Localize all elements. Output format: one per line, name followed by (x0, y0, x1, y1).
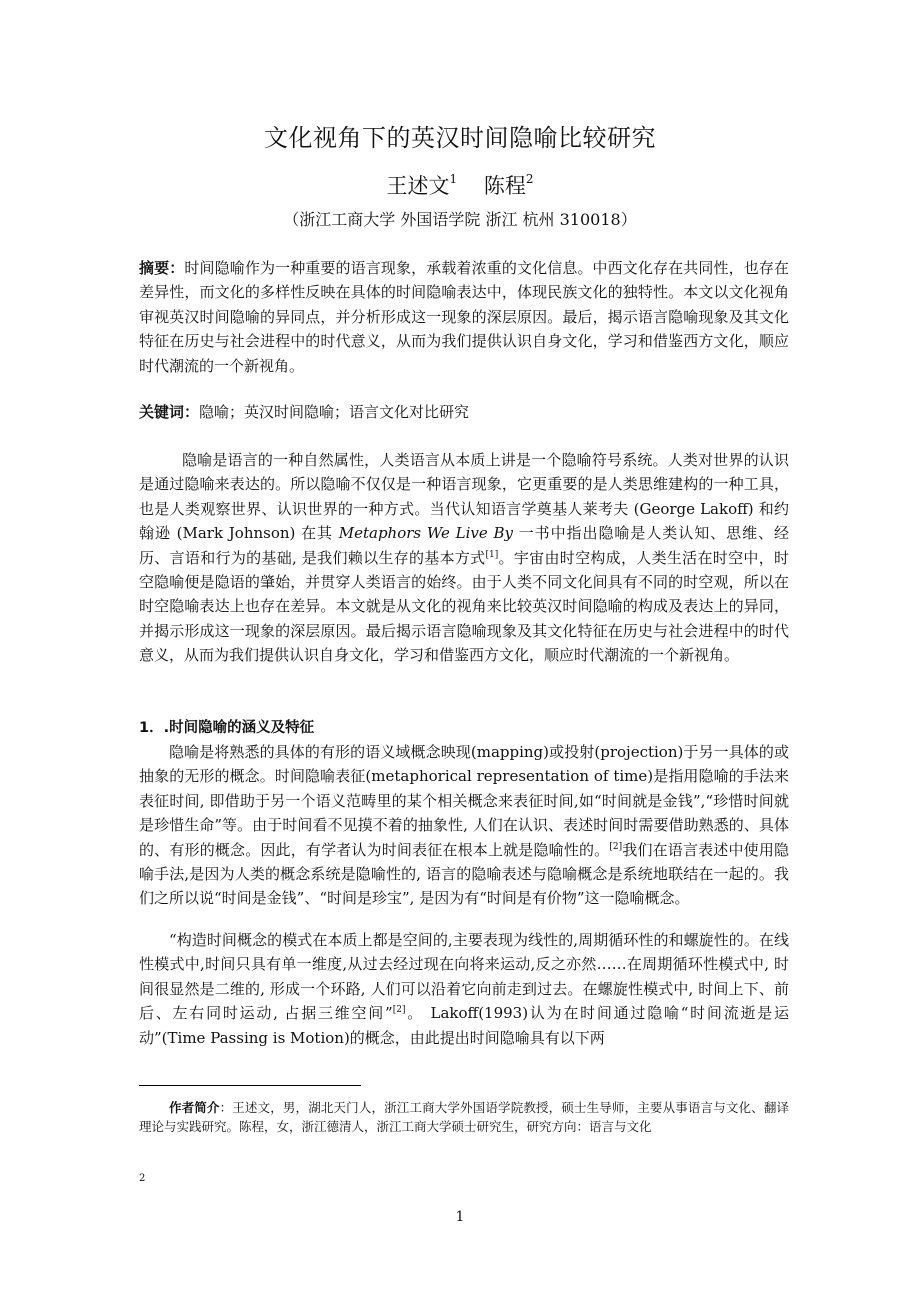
footnote-text: ：王述文，男，湖北天门人，浙江工商大学外国语学院教授，硕士生导师，主要从事语言与文化、翻译理论与实践研究。陈程，女，浙江德清人，浙江工商大学硕士研究生，研究方向：语言与文化 (139, 1100, 789, 1134)
author-footnote (139, 1098, 789, 1136)
author-line (0, 170, 920, 200)
s1p2-text-2: 。 Lakoff(1993)认为在时间通过隐喻“时间流逝是运动”(Time Passing is Motion)的概念，由此提出时间隐喻具有以下两 (139, 1004, 789, 1047)
citation-ref-2a: [2] (609, 841, 623, 852)
abstract-paragraph (139, 256, 789, 378)
abstract-label: 摘要： (139, 259, 185, 277)
s1p2-text-1: “构造时间概念的模式在本质上都是空间的,主要表现为线性的,周期循环性的和螺旋性的。在线性模式中,时间只具有单一维度,从过去经过现在向将来运动,反之亦然……在周期循环性模式中, 时间很显然是二维的, 形成一个环路, 人们可以沿着它向前走到过去。在螺旋性模式中, 时间上下、前后、左右同时运动, 占据三维空间” (139, 931, 789, 1023)
keywords-text: 隐喻；英汉时间隐喻；语言文化对比研究 (199, 403, 470, 421)
paper-title: 文化视角下的英汉时间隐喻比较研究 (264, 124, 656, 152)
citation-ref-2b: [2] (392, 1005, 406, 1016)
section-1-paragraph-1 (139, 740, 789, 911)
book-title: Metaphors We Live By (338, 524, 513, 543)
keywords-label: 关键词： (139, 403, 200, 421)
intro-paragraph (139, 448, 789, 668)
s1p1-text-2: 我们在语言表述中使用隐喻手法,是因为人类的概念系统是隐喻性的, 语言的隐喻表述与隐喻概念是系统地联结在一起的。我们之所以说“时间是金钱”、“时间是珍宝”, 是因为有“时间是有价物”这一隐喻概念。 (139, 840, 789, 908)
abstract-text: 时间隐喻作为一种重要的语言现象，承载着浓重的文化信息。中西文化存在共同性，也存在差异性，而文化的多样性反映在具体的时间隐喻表达中，体现民族文化的独特性。本文以文化视角审视英汉时间隐喻的异同点，并分析形成这一现象的深层原因。最后，揭示语言隐喻现象及其文化特征在历史与社会进程中的时代意义，从而为我们提供认识自身文化，学习和借鉴西方文化，顺应时代潮流的一个新视角。 (139, 259, 789, 375)
author-2-mark: 2 (525, 172, 534, 186)
author-1-mark: 1 (449, 172, 458, 186)
affiliation: （浙江工商大学 外国语学院 浙江 杭州 310018） (283, 210, 637, 229)
page-number: 1 (455, 1209, 465, 1225)
citation-ref-1: [1] (485, 549, 499, 560)
intro-text-2: 一书中指出隐喻是人类认知、思维、经历、言语和行为的基础, 是我们赖以生存的基本方式 (139, 524, 789, 567)
s1p1-text-1: 隐喻是将熟悉的具体的有形的语义域概念映现(mapping)或投射(projection)于另一具体的或抽象的无形的概念。时间隐喻表征(metaphorical representation of time)是指用隐喻的手法来表征时间, 即借助于另一个语义范畴里的某个相关概念来表征时间,如“时间就是金钱”,“珍惜时间就是珍惜生命”等。由于时间看不见摸不着的抽象性, 人们在认识、表述时间时需要借助熟悉的、具体的、有形的概念。因此，有学者认为时间表征在根本上就是隐喻性的。 (139, 743, 789, 859)
footnote-divider (139, 1085, 361, 1086)
footnote-label: 作者简介 (169, 1100, 220, 1115)
intro-text-1: 隐喻是语言的一种自然属性，人类语言从本质上讲是一个隐喻符号系统。人类对世界的认识是通过隐喻来表达的。所以隐喻不仅仅是一种语言现象，它更重要的是人类思维建构的一种工具，也是人类观察世界、认识世界的一种方式。当代认知语言学奠基人莱考夫 (George Lakoff) 和约翰逊 (Mark Johnson) 在其 (139, 451, 789, 543)
author-1-name: 王述文 (386, 174, 450, 198)
section-1-paragraph-2 (139, 928, 789, 1050)
intro-section (139, 448, 789, 668)
intro-text-3: 。宇宙由时空构成，人类生活在时空中，时空隐喻便是隐语的肇始，并贯穿人类语言的始终。由于人类不同文化间具有不同的时空观，所以在时空隐喻表达上也存在差异。本文就是从文化的视角来比较英汉时间隐喻的构成及表达上的异同，并揭示形成这一现象的深层原因。最后揭示语言隐喻现象及其文化特征在历史与社会进程中的时代意义，从而为我们提供认识自身文化，学习和借鉴西方文化，顺应时代潮流的一个新视角。 (139, 548, 789, 665)
keywords-paragraph (139, 400, 789, 424)
author-2-name: 陈程 (483, 174, 526, 198)
section-1-heading: 1．.时间隐喻的涵义及特征 (139, 720, 315, 736)
footnote-number: 2 (139, 1173, 146, 1184)
